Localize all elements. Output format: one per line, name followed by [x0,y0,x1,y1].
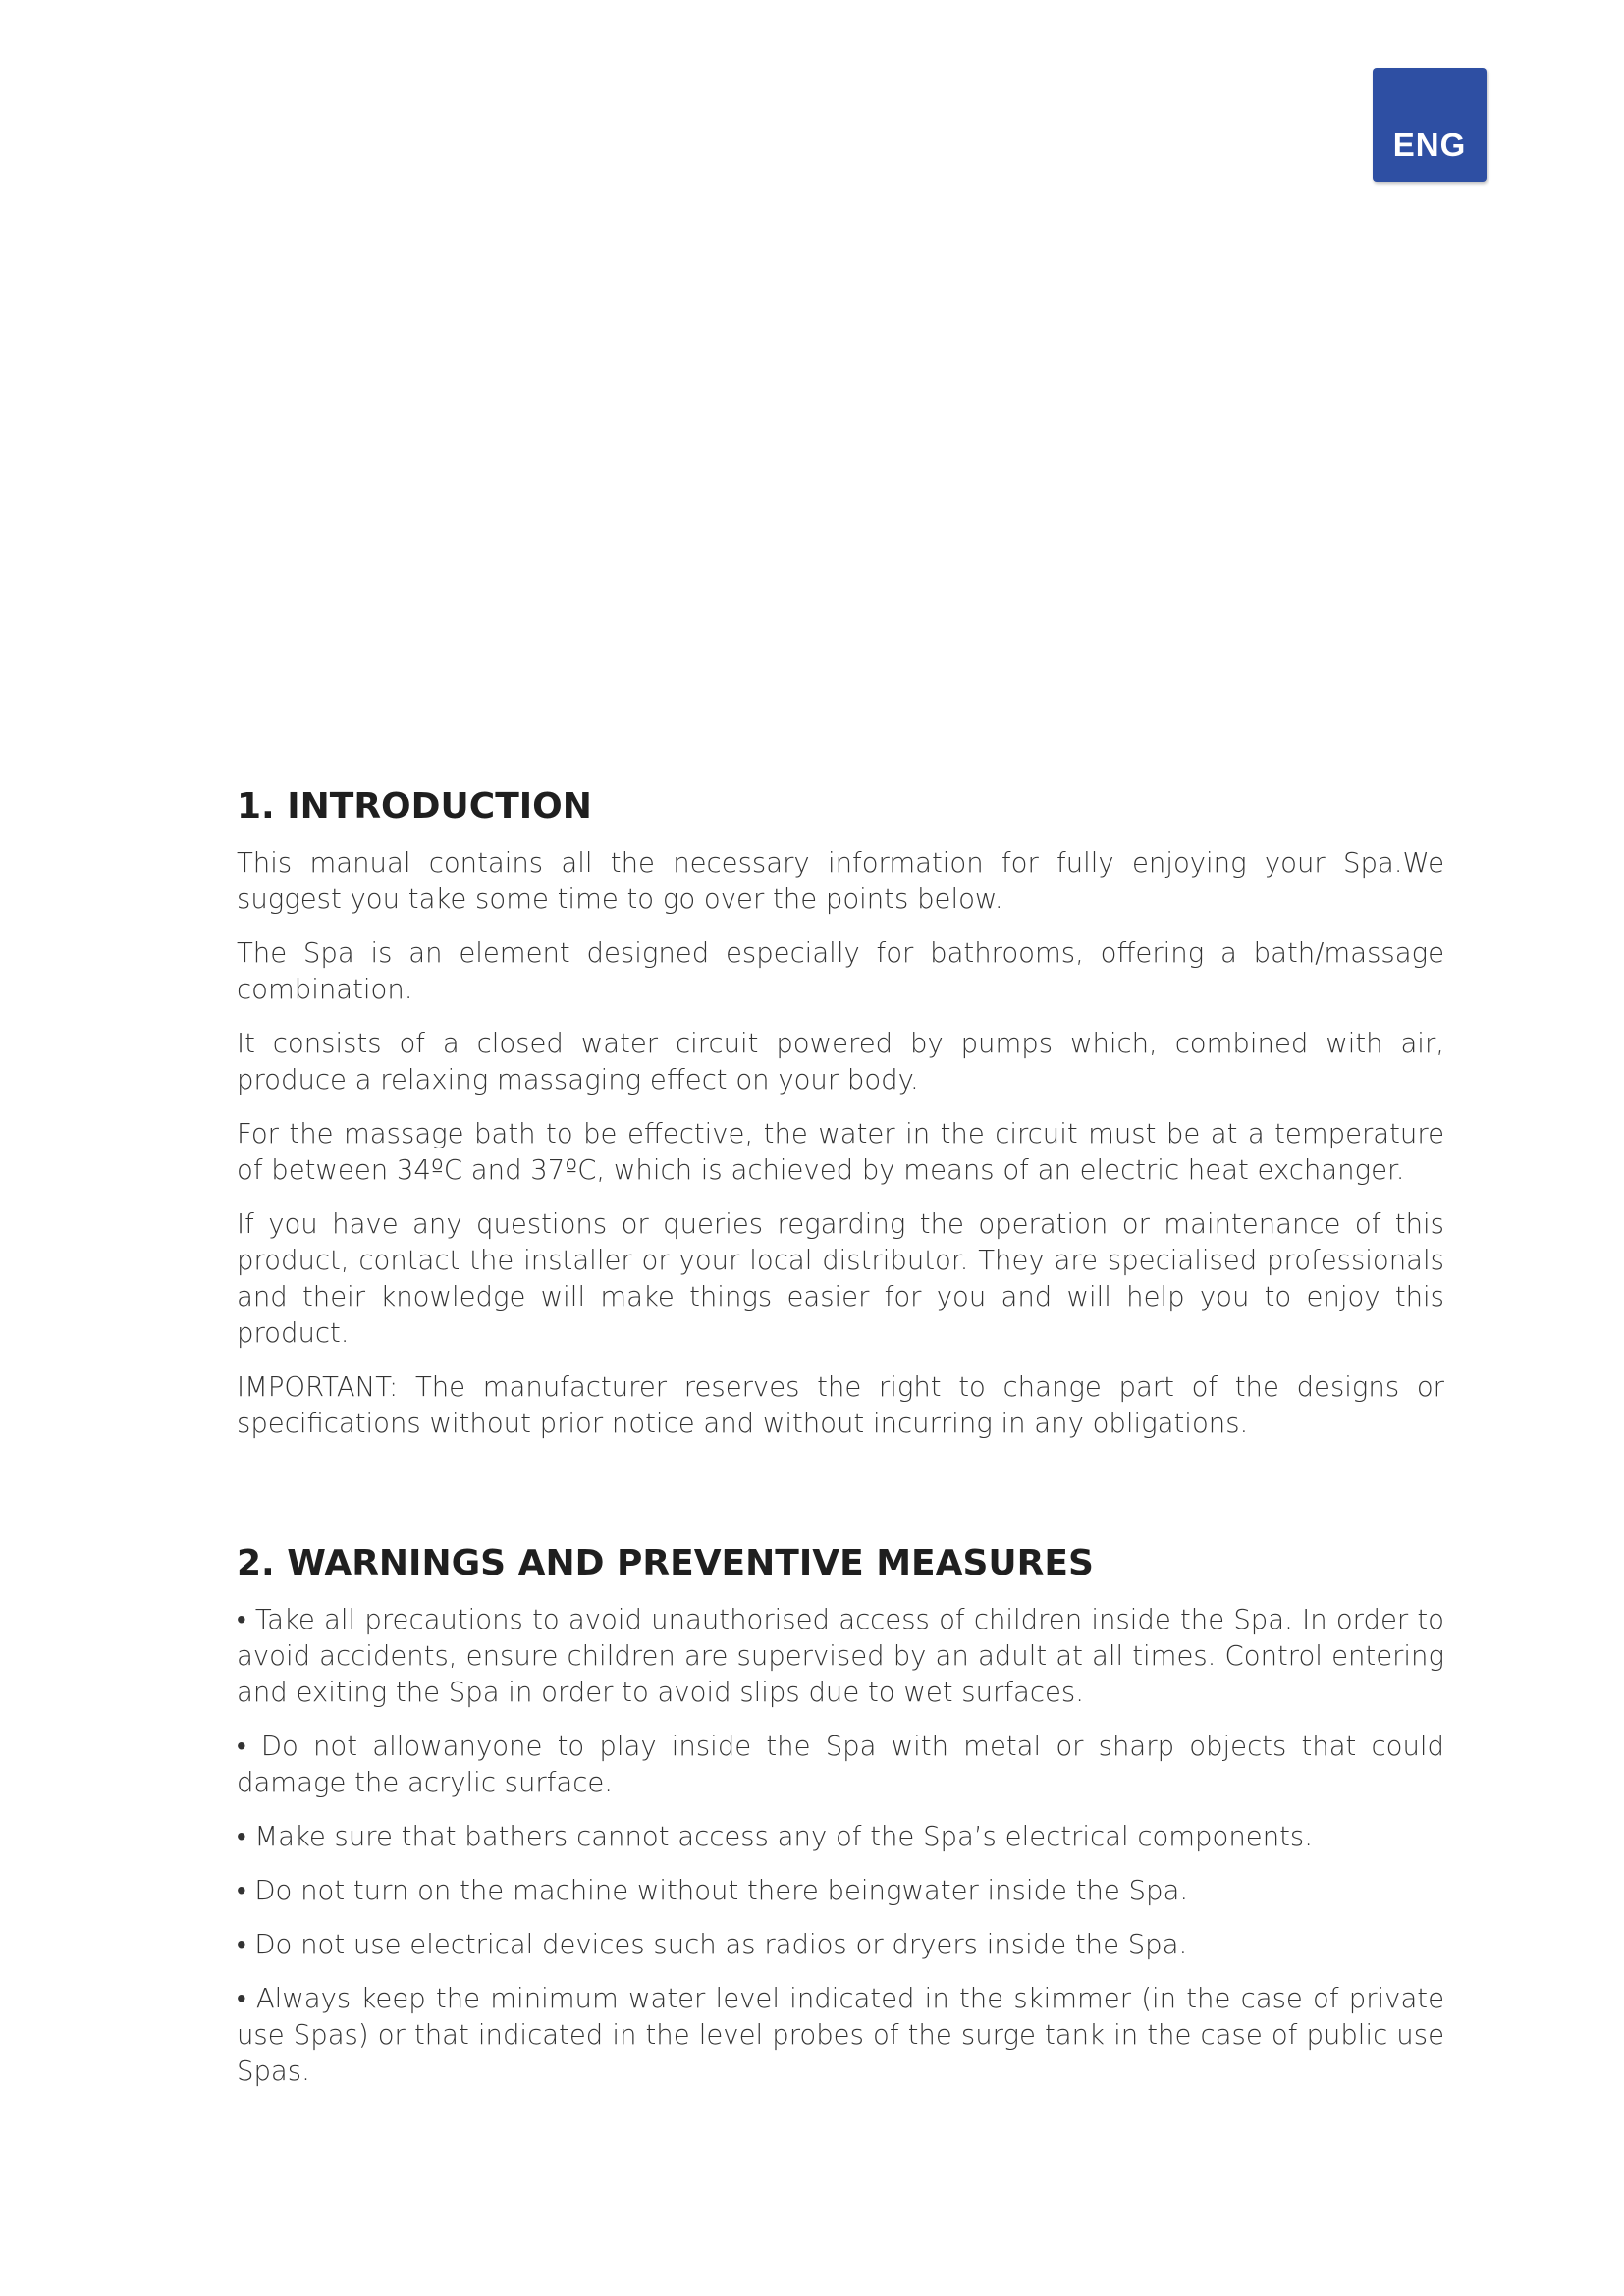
paragraph: It consists of a closed water circuit powered by pumps which, combined with air, produce a relaxing massaging effect on your body. [237,1028,1444,1096]
paragraph: This manual contains all the necessary information for fully enjoying your Spa.We suggest you take some time to go over the points below. [237,847,1444,916]
paragraph: The Spa is an element designed especially for bathrooms, offering a bath/massage combination. [237,937,1444,1006]
section-introduction [237,785,1444,1442]
paragraph: If you have any questions or queries regarding the operation or maintenance of this product, contact the installer or your local distributor. They are specialised professionals and their knowledge will make things easier for you and will help you to enjoy this product. [237,1208,1444,1350]
warning-item: • Take all precautions to avoid unauthorised access of children inside the Spa. In order to avoid accidents, ensure children are supervised by an adult at all times. Control entering and exiting the Spa in order to avoid slips due to wet surfaces. [237,1604,1444,1709]
warning-item: • Do not allowanyone to play inside the Spa with metal or sharp objects that could damage the acrylic surface. [237,1731,1444,1799]
paragraph: For the massage bath to be effective, the water in the circuit must be at a temperature of between 34ºC and 37ºC, which is achieved by means of an electric heat exchanger. [237,1118,1444,1187]
warning-item: • Do not turn on the machine without there beingwater inside the Spa. [237,1875,1189,1907]
warning-item: • Always keep the minimum water level indicated in the skimmer (in the case of private use Spas) or that indicated in the level probes of the surge tank in the case of public use Spas. [237,1983,1444,2088]
section-title: 1. INTRODUCTION [237,786,592,827]
language-badge[interactable]: ENG [1373,68,1487,182]
warning-item: • Do not use electrical devices such as radios or dryers inside the Spa. [237,1929,1188,1961]
document-body [237,785,1444,2108]
paragraph: IMPORTANT: The manufacturer reserves the right to change part of the designs or specifications without prior notice and without incurring in any obligations. [237,1371,1444,1440]
warning-item: • Make sure that bathers cannot access any of the Spa’s electrical components. [237,1821,1313,1853]
section-title: 2. WARNINGS AND PREVENTIVE MEASURES [237,1543,1094,1584]
section-warnings [237,1542,1444,2090]
